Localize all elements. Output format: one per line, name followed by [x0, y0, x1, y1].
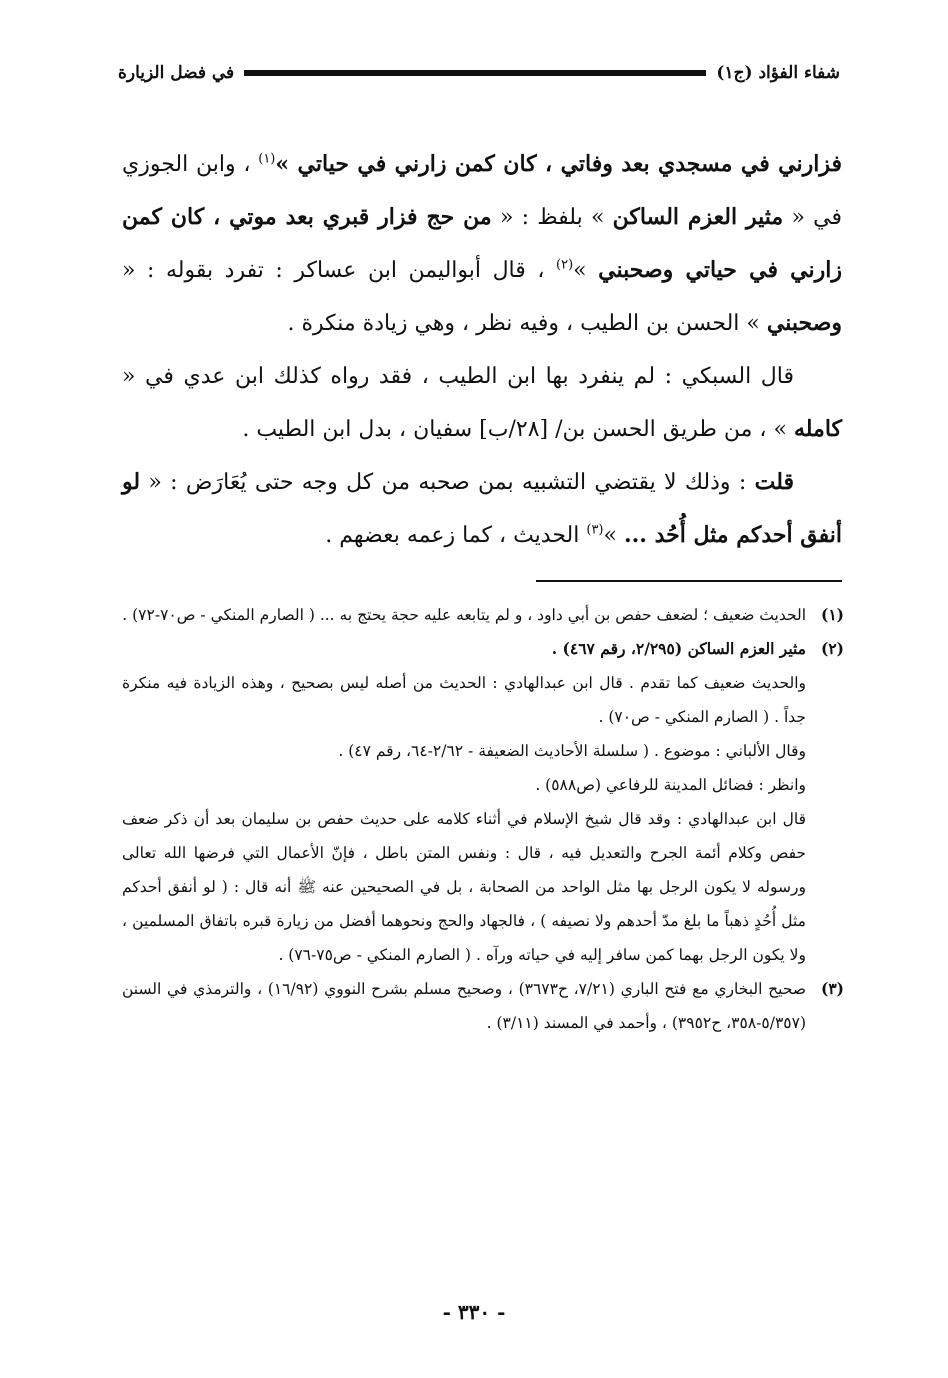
- page-number: - ٣٣٠ -: [442, 1300, 506, 1324]
- text-span: » الحسن بن الطيب ، وفيه نظر ، وهي زيادة منكرة .: [287, 311, 767, 336]
- quoted-word: وصحبني: [766, 310, 842, 336]
- footnote-number: (٣): [820, 979, 844, 998]
- footnote-text: قال ابن عبدالهادي : وقد قال شيخ الإسلام في أثناء كلامه على حديث حفص بن سليمان بعد أن ذكر ضعف حفص وكلام أئمة الجرح والتعديل فيه ، قال : ونفس المتن باطل ، فإنّ الأعمال التي فرضها الله تعالى ورسوله لا يكون الرجل بها مثل الواحد من الصحابة ، بل في الصحيحين عنه ﷺ أنه قال : ( لو أنفق أحدكم مثل أُحُدٍ ذهباً ما بلغ مدّ أحدهم ولا نصيفه ) ، فالجهاد والحج ونحوهما أفضل من زيارة قبره باتفاق المسلمين ، ولا يكون الرجل بهما كمن سافر إليه في حياته ورآه . ( الصارم المنكي - ص٧٥-٧٦) .: [122, 810, 806, 964]
- main-text: [122, 138, 842, 562]
- text-span: الحديث ، كما زعمه بعضهم .: [325, 523, 587, 548]
- hadith-text: لو أنفق أحدكم مثل أُحُد ...: [122, 469, 842, 548]
- header-book-title: شفاء الفؤاد (ج١): [716, 63, 840, 83]
- header-rule: [244, 70, 706, 76]
- footnote-text: وانظر : فضائل المدينة للرفاعي (ص٥٨٨) .: [535, 776, 806, 794]
- footnote-ref-1[interactable]: (١): [258, 151, 276, 167]
- hadith-text: من حج فزار قبري بعد موتي ، كان كمن زارني في حياتي وصحبني: [122, 204, 843, 283]
- book-title: كامله: [793, 416, 842, 442]
- header-chapter-title: في فضل الزيارة: [118, 63, 235, 83]
- footnote-text: الحديث ضعيف ؛ لضعف حفص بن أبي داود ، و لم يتابعه عليه حجة يحتج به ... ( الصارم المنكي - ص٧٠-٧٢) .: [122, 606, 806, 624]
- running-header: [118, 58, 840, 88]
- footnote-ref-3[interactable]: (٣): [586, 522, 604, 538]
- qultu-label: قلت: [754, 469, 794, 495]
- footnote-text: صحيح البخاري مع فتح الباري (٧/٢١، ح٣٦٧٣) ، وصحيح مسلم بشرح النووي (١٦/٩٢) ، والترمذي في السنن (٥/٣٥٧-٣٥٨، ح٣٩٥٢) ، وأحمد في المسند (٣/١١) .: [122, 980, 807, 1032]
- paragraph-1: [122, 138, 842, 350]
- footnote-2: [122, 632, 844, 972]
- footnote-text: وقال الألباني : موضوع . ( سلسلة الأحاديث الضعيفة - ٢/٦٢-٦٤، رقم ٤٧) .: [338, 742, 806, 760]
- paragraph-2: [122, 350, 842, 456]
- text-span: »: [573, 258, 599, 283]
- footnote-1: [122, 598, 844, 632]
- text-span: » بلفظ : «: [491, 205, 613, 230]
- text-span: ، قال أبواليمن ابن عساكر : تفرد بقوله : «: [122, 258, 545, 283]
- footnote-separator: [536, 580, 842, 582]
- text-span: ، وابن الجوزي في «: [122, 152, 843, 230]
- footnote-ref-2[interactable]: (٢): [556, 257, 574, 273]
- footnotes: [122, 598, 844, 1040]
- text-span: : وذلك لا يقتضي التشبيه بمن صحبه من كل وجه حتى يُعَارَض : «: [140, 470, 755, 495]
- footnote-number: (١): [820, 605, 844, 624]
- text-span: »: [603, 523, 624, 548]
- text-span: » ، من طريق الحسن بن/ [٢٨/ب] سفيان ، بدل ابن الطيب .: [242, 417, 794, 442]
- text-span: قال السبكي : لم ينفرد بها ابن الطيب ، فقد رواه كذلك ابن عدي في «: [122, 364, 794, 389]
- footnote-text: مثير العزم الساكن (٢/٢٩٥، رقم ٤٦٧) .: [551, 639, 806, 658]
- footnote-number: (٢): [820, 639, 844, 658]
- hadith-text: فزارني في مسجدي بعد وفاتي ، كان كمن زارني في حياتي »: [275, 151, 842, 177]
- book-title: مثير العزم الساكن: [612, 204, 784, 230]
- footnote-3: [122, 972, 844, 1040]
- paragraph-3: [122, 456, 842, 562]
- footnote-text: والحديث ضعيف كما تقدم . قال ابن عبدالهادي : الحديث من أصله ليس بصحيح ، وهذه الزيادة فيه منكرة جداً . ( الصارم المنكي - ص٧٠) .: [122, 674, 806, 726]
